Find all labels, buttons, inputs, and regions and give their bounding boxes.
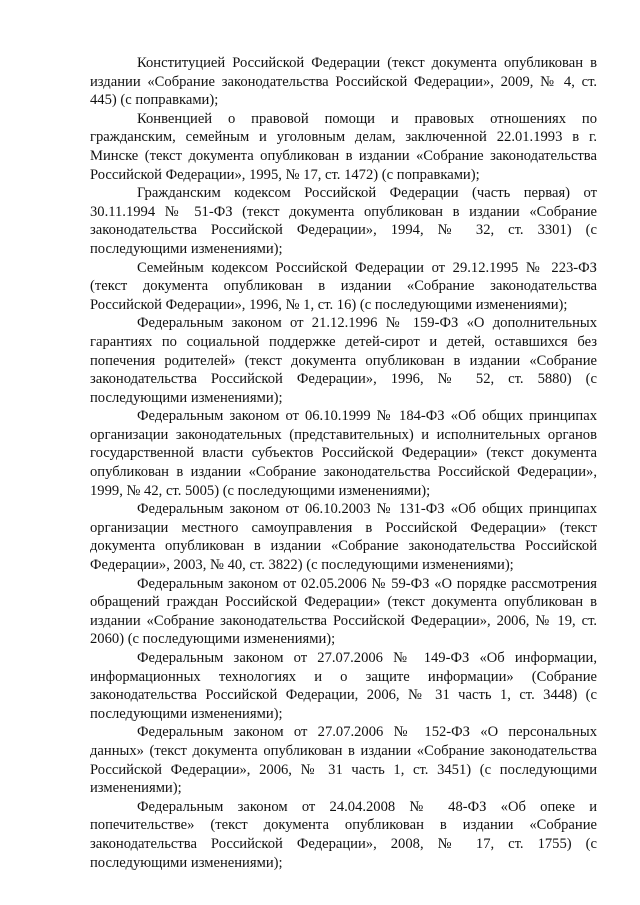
legal-act-paragraph: Конституцией Российской Федерации (текст документа опубликован в издании «Собрание законодательства Российской Федерации», 2009, № 4, ст. 445) (с поправками);: [90, 55, 597, 109]
legal-act-paragraph: Федеральным законом от 06.10.1999 № 184-ФЗ «Об общих принципах организации законодательных (представительных) и исполнительных органов государственной власти субъектов Российской Федерации» (текст документа опубликован в издании «Собрание законодательства Российской Федерации», 1999, № 42, ст. 5005) (с последующими изменениями);: [90, 408, 597, 499]
legal-act-paragraph: Федеральным законом от 24.04.2008 № 48-ФЗ «Об опеке и попечительстве» (текст документа опубликован в издании «Собрание законодательства Российской Федерации», 2008, № 17, ст. 1755) (с последующими изменениями);: [90, 798, 597, 871]
legal-act-paragraph: Федеральным законом от 06.10.2003 № 131-ФЗ «Об общих принципах организации местного самоуправления в Российской Федерации» (текст документа опубликован в издании «Собрание законодательства Российской Федерации», 2003, № 40, ст. 3822) (с последующими изменениями);: [90, 501, 597, 574]
legal-act-paragraph: Семейным кодексом Российской Федерации от 29.12.1995 № 223-ФЗ (текст документа опубликован в издании «Собрание законодательства Российской Федерации», 1996, № 1, ст. 16) (с последующими изменениями);: [90, 259, 597, 313]
legal-act-paragraph: Гражданским кодексом Российской Федерации (часть первая) от 30.11.1994 № 51-ФЗ (текст документа опубликован в издании «Собрание законодательства Российской Федерации», 1994, № 32, ст. 3301) (с последующими изменениями);: [90, 185, 597, 257]
legal-act-paragraph: Федеральным законом от 27.07.2006 № 149-ФЗ «Об информации, информационных технологиях и о защите информации» (Собрание законодательства Российской Федерации, 2006, № 31 часть 1, ст. 3448) (с последующими изменениями);: [90, 650, 597, 722]
legal-act-paragraph: Федеральным законом от 27.07.2006 № 152-ФЗ «О персональных данных» (текст документа опубликован в издании «Собрание законодательства Российской Федерации», 2006, № 31 часть 1, ст. 3451) (с последующими изменениями);: [90, 724, 597, 797]
legal-act-paragraph: Федеральным законом от 21.12.1996 № 159-ФЗ «О дополнительных гарантиях по социальной поддержке детей-сирот и детей, оставшихся без попечения родителей» (текст документа опубликован в издании «Собрание законодательства Российской Федерации», 1996, № 52, ст. 5880) (с последующими изменениями);: [90, 315, 597, 406]
document-page: [90, 54, 597, 872]
legal-act-paragraph: Конвенцией о правовой помощи и правовых отношениях по гражданским, семейным и уголовным делам, заключенной 22.01.1993 в г. Минске (текст документа опубликован в издании «Собрание законодательства Российской Федерации», 1995, № 17, ст. 1472) (с поправками);: [90, 110, 597, 183]
legal-act-paragraph: Федеральным законом от 02.05.2006 № 59-ФЗ «О порядке рассмотрения обращений граждан Российской Федерации» (текст документа опубликован в издании «Собрание законодательства Российской Федерации», 2006, № 19, ст. 2060) (с последующими изменениями);: [90, 575, 597, 648]
